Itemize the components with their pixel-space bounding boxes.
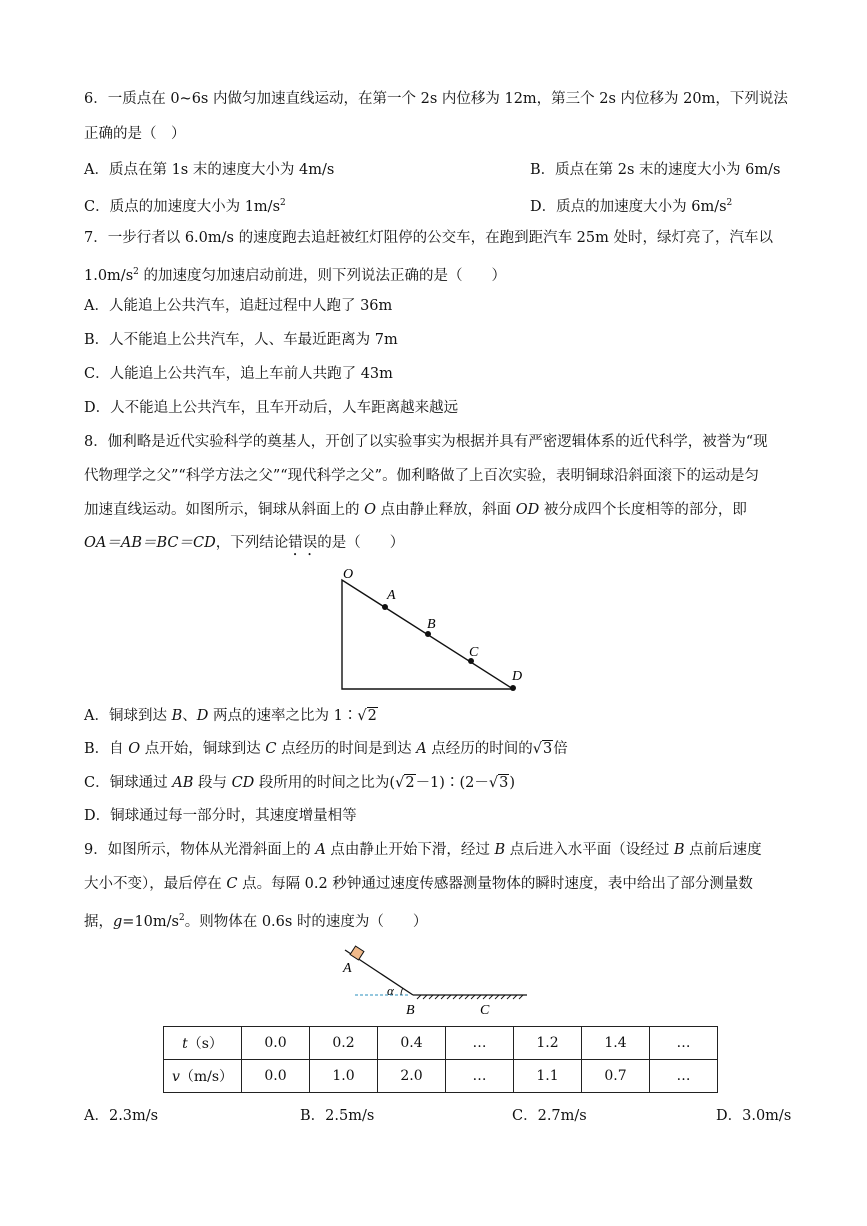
q6-option-c — [84, 193, 286, 217]
table-header-t — [164, 1027, 242, 1060]
q7-accel-sup: 2 — [133, 267, 139, 277]
q8-option-d: D．铜球通过每一部分时，其速度增量相等 — [84, 808, 357, 824]
q8-c-sqrt2: √3 — [488, 775, 509, 791]
q9-stem2-text: 大小不变），最后停在 — [84, 876, 227, 892]
q9-stem1-text2: 点由静止开始下滑，经过 — [325, 842, 495, 858]
q8-c-radicand1: 2 — [405, 775, 415, 791]
q8-c-text: C．铜球通过 — [84, 775, 173, 791]
q9-option-b: B．2.5m/s — [300, 1108, 375, 1124]
q8-label-o: O — [343, 567, 354, 582]
table-cell: 1.2 — [514, 1027, 582, 1060]
q9-block — [350, 946, 364, 960]
q8-b-text4: 点经历的时间的 — [426, 741, 533, 757]
table-cell: … — [650, 1060, 718, 1093]
q8-c-radicand2: 3 — [499, 775, 509, 791]
q7-option-a: A．人能追上公共汽车，追赶过程中人跑了 36m — [84, 298, 393, 314]
q8-stem4-text2: 的是（ ） — [317, 535, 405, 551]
q8-b-point-c: C — [265, 741, 277, 757]
q8-point-d-dot — [510, 685, 516, 691]
q8-emphasis-wrong: 错误 — [288, 535, 318, 551]
table-header-v — [164, 1060, 242, 1093]
q8-stem-line3 — [84, 500, 747, 520]
q8-c-text5: ) — [509, 775, 515, 791]
q9-stem-line2 — [84, 874, 753, 894]
table-cell: 2.0 — [378, 1060, 446, 1093]
table-row — [164, 1060, 718, 1093]
table-cell: 1.1 — [514, 1060, 582, 1093]
q9-data-table — [163, 1026, 718, 1093]
q6-option-c-sup: 2 — [280, 198, 286, 208]
q8-a-text: A．铜球到达 — [84, 708, 172, 724]
table-cell: … — [446, 1060, 514, 1093]
table-cell: 0.0 — [242, 1027, 310, 1060]
q8-c-segment-cd: CD — [231, 775, 255, 791]
table-row — [164, 1027, 718, 1060]
q8-b-text3: 点经历的时间是到达 — [276, 741, 417, 757]
q8-equation: OA＝AB＝BC＝CD — [84, 535, 216, 551]
q8-a-sep: 、 — [182, 708, 197, 724]
q9-stem1-text: 9．如图所示，物体从光滑斜面上的 — [84, 842, 316, 858]
q9-stem3-text: 据， — [84, 913, 113, 930]
q8-b-radicand: 3 — [543, 741, 553, 757]
q8-label-b: B — [427, 617, 436, 632]
q9-stem-line3 — [84, 908, 427, 932]
table-cell: 0.0 — [242, 1060, 310, 1093]
q9-label-c: C — [480, 1003, 490, 1018]
q8-stem3-text2: 点由静止释放，斜面 — [376, 502, 516, 518]
table-cell: … — [446, 1027, 514, 1060]
q8-option-a — [84, 706, 378, 726]
q8-c-text2: 段与 — [193, 775, 232, 791]
q8-stem-line4 — [84, 533, 404, 559]
q7-option-b: B．人不能追上公共汽车，人、车最近距离为 7m — [84, 332, 398, 348]
q8-b-text2: 点开始，铜球到达 — [140, 741, 266, 757]
q9-stem2-text2: 点。每隔 0.2 秒钟通过速度传感器测量物体的瞬时速度，表中给出了部分测量数 — [237, 876, 753, 892]
q9-stem-line1 — [84, 840, 762, 860]
q9-angle-arc — [401, 988, 403, 995]
q9-slope-figure — [335, 942, 535, 1022]
q6-stem-line2: 正确的是（ ） — [84, 126, 186, 142]
q8-c-sqrt1: √2 — [395, 775, 415, 791]
q8-option-c — [84, 773, 515, 793]
v-unit: （m/s） — [179, 1069, 234, 1085]
q9-stem3-text2: 。则物体在 0.6s 时的速度为（ ） — [184, 913, 428, 930]
q8-stem3-text: 加速直线运动。如图所示，铜球从斜面上的 — [84, 502, 365, 518]
q7-option-d: D．人不能追上公共汽车，且车开动后，人车距离越来越远 — [84, 400, 459, 416]
q8-a-point-b: B — [171, 708, 183, 724]
v-symbol: v — [171, 1069, 180, 1085]
q8-b-text5: 倍 — [553, 741, 568, 757]
q6-option-d-text: D．质点的加速度大小为 6m/s — [530, 198, 727, 215]
q9-label-b: B — [406, 1003, 415, 1018]
q9-point-b2: B — [673, 842, 685, 858]
q8-c-text4: －1)∶(2－ — [415, 775, 489, 791]
table-cell: 0.7 — [582, 1060, 650, 1093]
q9-g-sup: 2 — [178, 913, 185, 923]
q9-point-a: A — [315, 842, 326, 858]
q6-option-d — [530, 193, 732, 217]
q8-stem-line1: 8．伽利略是近代实验科学的奠基人，开创了以实验事实为根据并具有严密逻辑体系的近代科学，被誉为“现 — [84, 434, 768, 450]
table-cell: 1.4 — [582, 1027, 650, 1060]
q8-c-text3: 段所用的时间之比为( — [254, 775, 396, 791]
q8-b-text: B．自 — [84, 741, 129, 757]
q9-option-d: D．3.0m/s — [716, 1108, 792, 1124]
q6-option-b: B．质点在第 2s 末的速度大小为 6m/s — [530, 162, 781, 178]
q8-point-a-dot — [382, 604, 388, 610]
q9-g-value: =10m/s — [122, 913, 179, 930]
q8-option-b — [84, 739, 568, 759]
q9-label-alpha: α — [387, 983, 394, 998]
q8-label-c: C — [469, 645, 479, 660]
table-cell: 0.2 — [310, 1027, 378, 1060]
t-symbol: t — [182, 1036, 188, 1052]
q9-label-a: A — [343, 961, 352, 976]
q7-stem-line2-rest: 的加速度匀加速启动前进，则下列说法正确的是（ ） — [138, 267, 506, 284]
q8-a-radicand: 2 — [367, 708, 377, 724]
q7-accel: 1.0m/s — [84, 267, 134, 284]
q9-stem1-text3: 点后进入水平面（设经过 — [505, 842, 674, 858]
q8-stem3-text3: 被分成四个长度相等的部分，即 — [539, 502, 747, 518]
t-unit: （s） — [187, 1036, 223, 1052]
q9-stem1-text4: 点前后速度 — [684, 842, 762, 858]
q8-b-sqrt: √3 — [532, 741, 553, 757]
q6-option-c-text: C．质点的加速度大小为 1m/s — [84, 198, 281, 215]
q6-option-d-sup: 2 — [726, 198, 733, 208]
table-cell: 0.4 — [378, 1027, 446, 1060]
q8-a-sqrt: √2 — [357, 708, 377, 724]
q9-point-c: C — [226, 876, 238, 892]
q9-option-a: A．2.3m/s — [84, 1108, 159, 1124]
q8-segment-od: OD — [515, 502, 540, 518]
q8-label-d: D — [512, 669, 523, 684]
q8-stem4-text: ，下列结论 — [215, 535, 289, 551]
table-cell: 1.0 — [310, 1060, 378, 1093]
q9-g-symbol: g — [113, 913, 123, 930]
q8-b-point-o: O — [128, 741, 141, 757]
q8-b-point-a: A — [416, 741, 427, 757]
table-cell: … — [650, 1027, 718, 1060]
q7-stem-line2 — [84, 262, 506, 286]
q8-a-point-d: D — [196, 708, 209, 724]
q9-option-c: C．2.7m/s — [512, 1108, 587, 1124]
q8-point-o: O — [364, 502, 376, 518]
q8-c-segment-ab: AB — [172, 775, 194, 791]
q8-label-a: A — [387, 588, 396, 603]
q7-stem-line1: 7．一步行者以 6.0m/s 的速度跑去追赶被红灯阻停的公交车，在跑到距汽车 25m 处时，绿灯亮了，汽车以 — [84, 230, 773, 246]
q6-stem-line1: 6．一质点在 0~6s 内做匀加速直线运动，在第一个 2s 内位移为 12m，第三个 2s 内位移为 20m，下列说法 — [84, 91, 788, 107]
q9-point-b: B — [494, 842, 506, 858]
q8-a-text2: 两点的速率之比为 1∶ — [208, 708, 358, 724]
q8-incline-figure — [330, 560, 540, 695]
q6-option-a: A．质点在第 1s 末的速度大小为 4m/s — [84, 162, 335, 178]
q7-option-c: C．人能追上公共汽车，追上车前人共跑了 43m — [84, 366, 393, 382]
q8-stem-line2: 代物理学之父”“科学方法之父”“现代科学之父”。伽利略做了上百次实验，表明铜球沿斜面滚下的运动是匀 — [84, 468, 760, 484]
